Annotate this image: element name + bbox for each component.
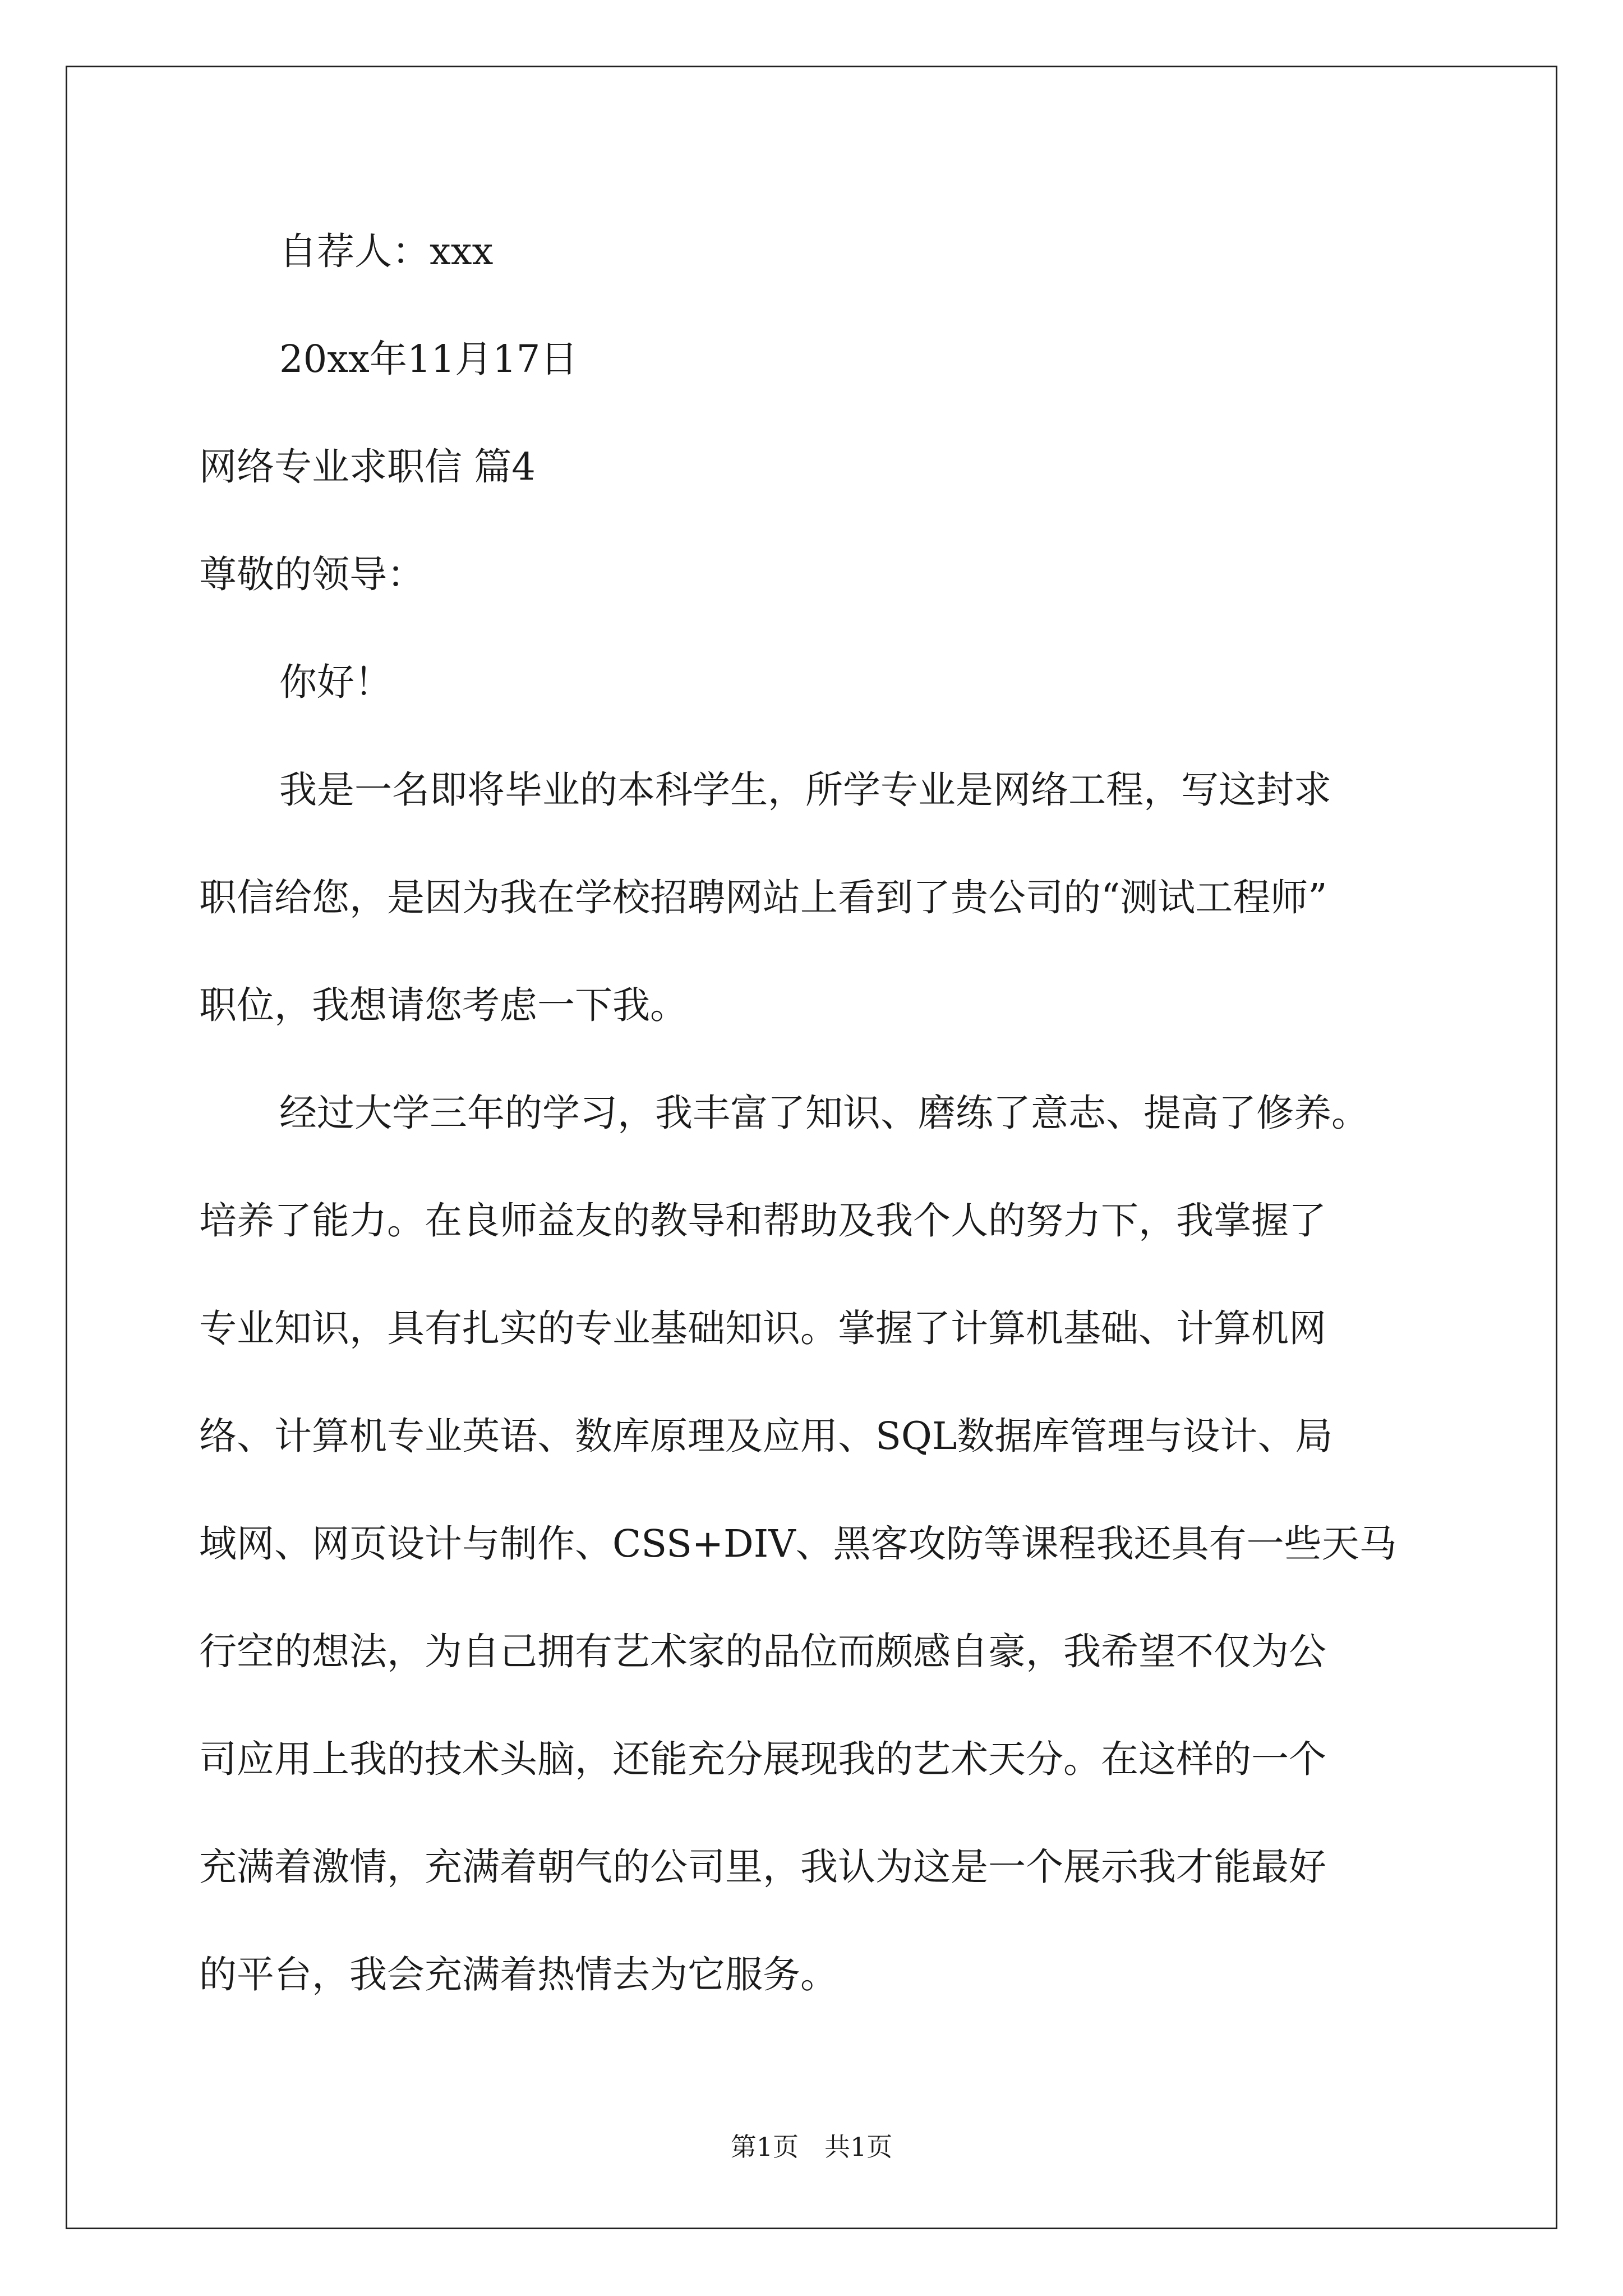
greeting: 你好！ (279, 660, 392, 704)
salutation: 尊敬的领导： (199, 553, 425, 596)
page-footer: 第1页 共1页 (730, 2132, 893, 2162)
paragraph-line: 我是一名即将毕业的本科学生，所学专业是网络工程，写这封求 (279, 768, 1331, 812)
paragraph-line: 职位，我想请您考虑一下我。 (199, 983, 688, 1027)
paragraph-line: 司应用上我的技术头脑，还能充分展现我的艺术天分。在这样的一个 (199, 1737, 1326, 1781)
paragraph-line: 专业知识，具有扎实的专业基础知识。掌握了计算机基础、计算机网 (199, 1306, 1326, 1350)
letter-heading: 网络专业求职信 篇4 (199, 445, 536, 489)
signer-line: 自荐人：xxx (279, 229, 494, 273)
paragraph-line: 络、计算机专业英语、数库原理及应用、SQL数据库管理与设计、局 (199, 1414, 1333, 1458)
paragraph-line: 的平台，我会充满着热情去为它服务。 (199, 1953, 838, 1996)
paragraph-line: 行空的想法，为自己拥有艺术家的品位而颇感自豪，我希望不仅为公 (199, 1630, 1326, 1673)
paragraph-line: 充满着激情，充满着朝气的公司里，我认为这是一个展示我才能最好 (199, 1845, 1326, 1889)
page-border (66, 66, 1557, 2229)
paragraph-line: 经过大学三年的学习，我丰富了知识、磨练了意志、提高了修养。 (279, 1091, 1369, 1135)
date-line: 20xx年11月17日 (279, 337, 578, 381)
paragraph-line: 域网、网页设计与制作、CSS+DIV、黑客攻防等课程我还具有一些天马 (199, 1522, 1397, 1566)
paragraph-line: 培养了能力。在良师益友的教导和帮助及我个人的努力下，我掌握了 (199, 1199, 1326, 1243)
paragraph-line: 职信给您，是因为我在学校招聘网站上看到了贵公司的“测试工程师” (199, 876, 1327, 919)
